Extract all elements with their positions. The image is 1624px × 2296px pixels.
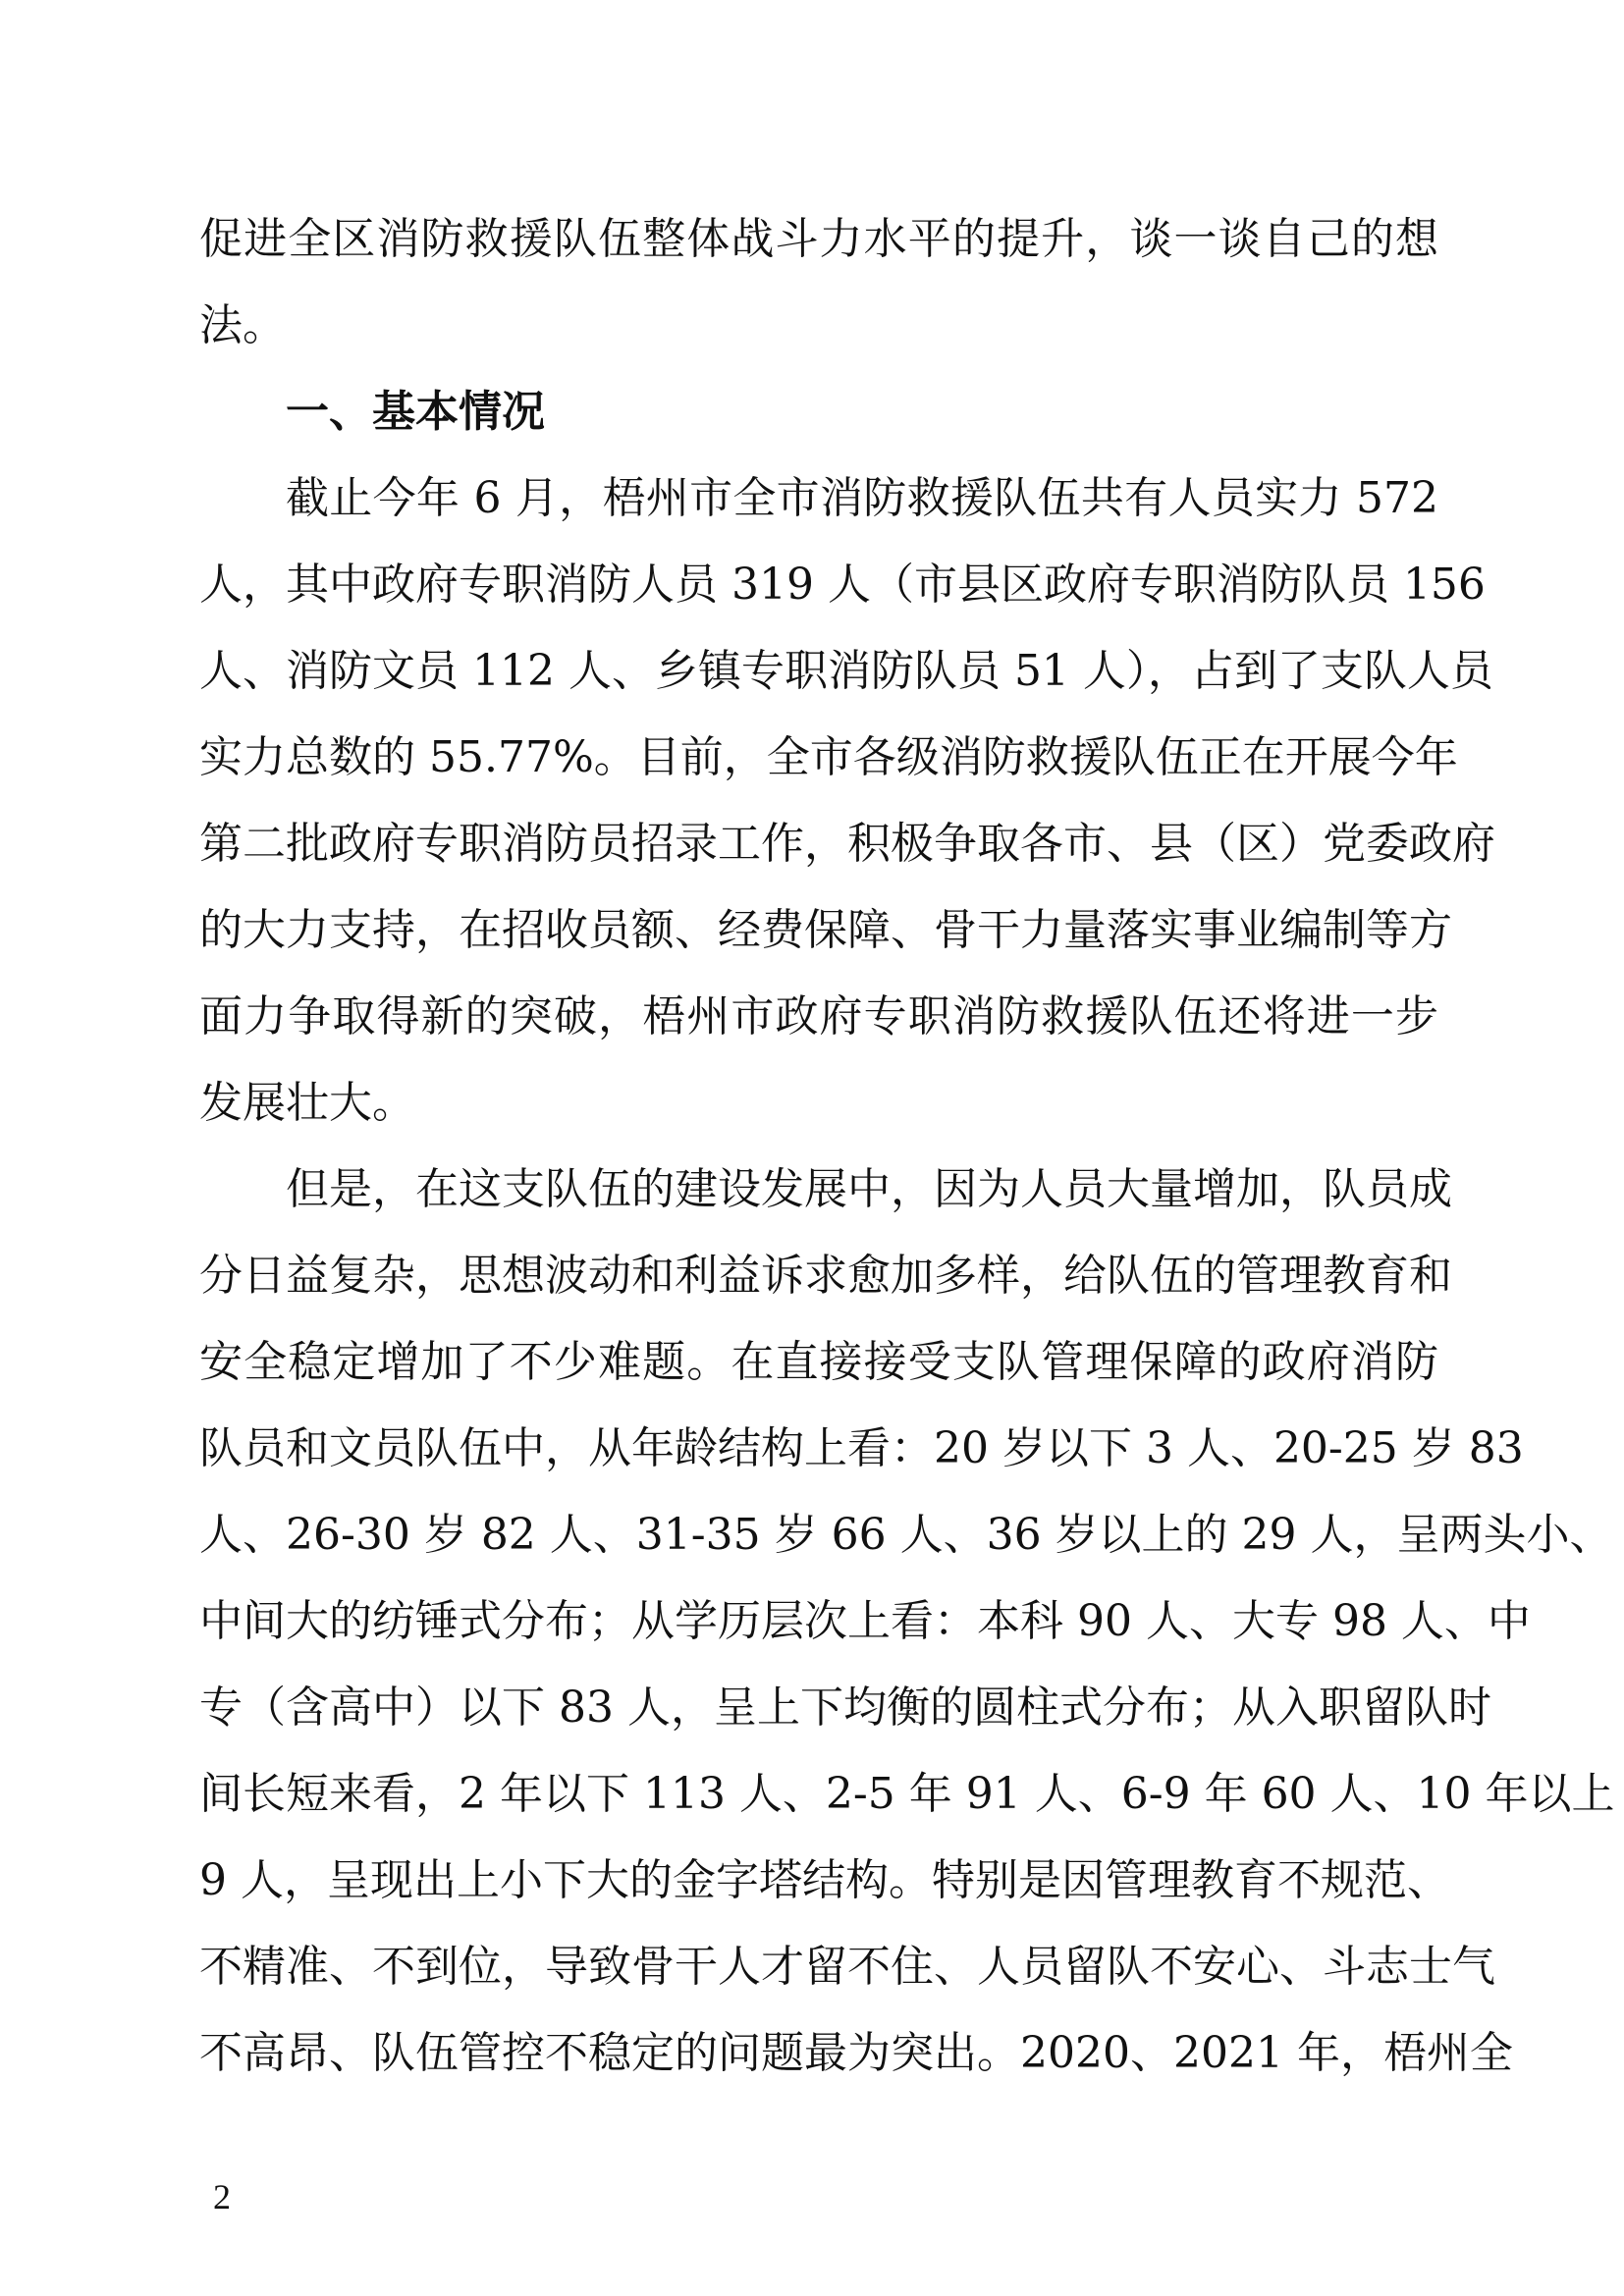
document-body [199, 196, 1615, 2097]
body-text-line: 分日益复杂，思想波动和利益诉求愈加多样，给队伍的管理教育和 [199, 1251, 1452, 1301]
body-text-line: 人、26-30 岁 82 人、31-35 岁 66 人、36 岁以上的 29 人，呈两头小、 [199, 1510, 1613, 1560]
body-text-line: 不高昂、队伍管控不稳定的问题最为突出。2020、2021 年，梧州全 [199, 2028, 1513, 2078]
body-text-line: 间长短来看，2 年以下 113 人、2-5 年 91 人、6-9 年 60 人、10 年以上 [199, 1769, 1615, 1819]
body-text-line: 专（含高中）以下 83 人，呈上下均衡的圆柱式分布；从入职留队时 [199, 1682, 1491, 1733]
body-text-line: 中间大的纺锤式分布；从学历层次上看：本科 90 人、大专 98 人、中 [199, 1596, 1531, 1646]
body-text-line: 发展壮大。 [199, 1078, 415, 1128]
body-text-line: 的大力支持，在招收员额、经费保障、骨干力量落实事业编制等方 [199, 905, 1452, 955]
body-text-line: 第二批政府专职消防员招录工作，积极争取各市、县（区）党委政府 [199, 819, 1495, 869]
body-text-line: 实力总数的 55.77%。目前，全市各级消防救援队伍正在开展今年 [199, 732, 1458, 782]
body-text-line: 人，其中政府专职消防人员 319 人（市县区政府专职消防队员 156 [199, 560, 1486, 610]
body-text-line: 促进全区消防救援队伍整体战斗力水平的提升，谈一谈自己的想 [199, 214, 1438, 264]
paragraph-first-line: 但是，在这支队伍的建设发展中，因为人员大量增加，队员成 [286, 1164, 1452, 1214]
body-text-line: 面力争取得新的突破，梧州市政府专职消防救援队伍还将进一步 [199, 991, 1438, 1041]
section-heading: 一、基本情况 [286, 387, 545, 437]
body-text-line: 人、消防文员 112 人、乡镇专职消防队员 51 人），占到了支队人员 [199, 646, 1493, 696]
body-text-line: 队员和文员队伍中，从年龄结构上看：20 岁以下 3 人、20-25 岁 83 [199, 1423, 1524, 1473]
body-text-line: 安全稳定增加了不少难题。在直接接受支队管理保障的政府消防 [199, 1337, 1438, 1387]
body-text-line: 9 人，呈现出上小下大的金字塔结构。特别是因管理教育不规范、 [199, 1855, 1450, 1905]
paragraph-first-line: 截止今年 6 月，梧州市全市消防救援队伍共有人员实力 572 [286, 473, 1438, 523]
body-text-line: 不精准、不到位，导致骨干人才留不住、人员留队不安心、斗志士气 [199, 1942, 1495, 1992]
body-text-line: 法。 [199, 300, 286, 350]
page-number: 2 [213, 2177, 231, 2216]
